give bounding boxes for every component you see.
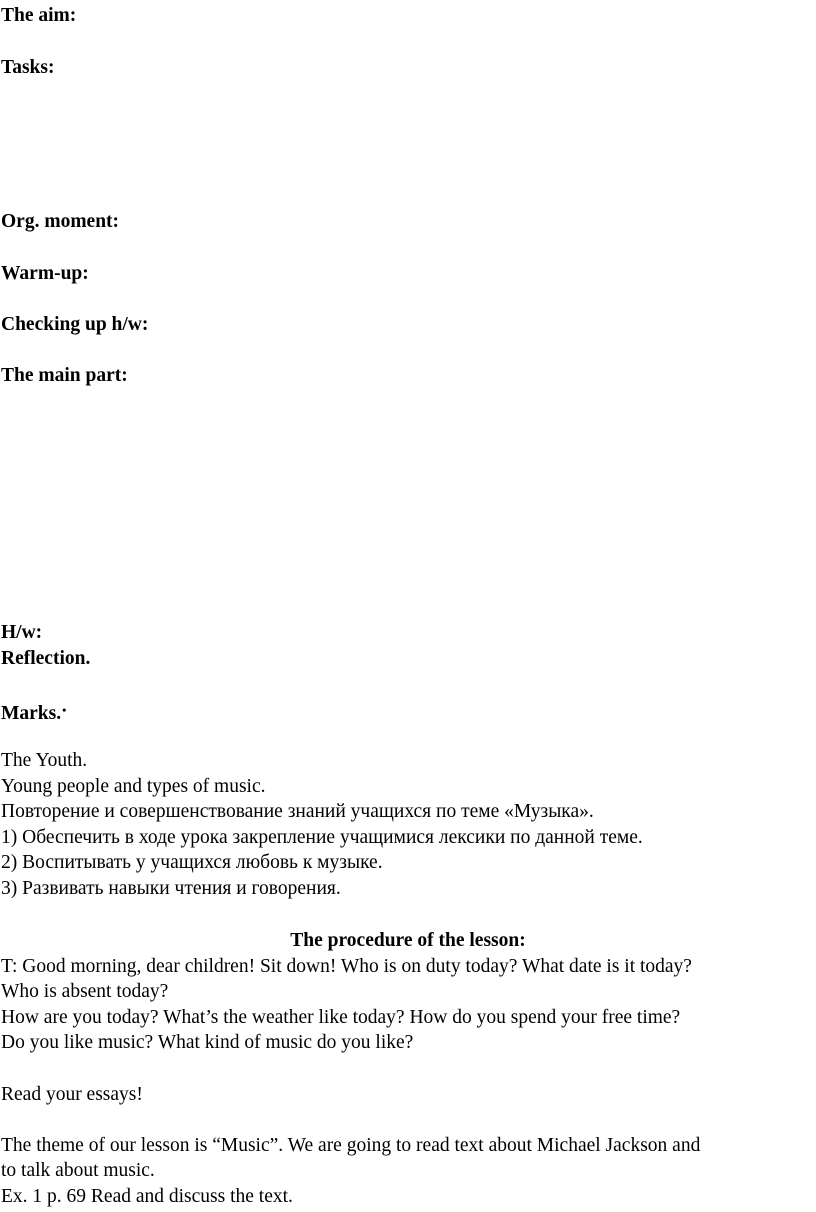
label-reflection: Reflection.	[1, 648, 91, 669]
greeting-line-1: T: Good morning, dear children! Sit down! Who is on duty today? What date is it today?	[1, 956, 692, 977]
task-item-1: 1) Обеспечить в ходе урока закрепление учащимися лексики по данной теме.	[1, 827, 643, 848]
warmup-line-2: Do you like music? What kind of music do you like?	[1, 1032, 414, 1053]
label-warm-up: Warm-up:	[1, 263, 89, 284]
label-aim: The aim:	[1, 5, 77, 26]
label-org-moment: Org. moment:	[1, 211, 120, 232]
bullet-icon: •	[62, 703, 67, 717]
label-tasks: Tasks:	[1, 57, 55, 78]
exercise-text: Ex. 1 p. 69 Read and discuss the text.	[1, 1186, 293, 1207]
task-item-2: 2) Воспитывать у учащихся любовь к музыке.	[1, 852, 383, 873]
marks-text: Marks.	[1, 703, 62, 724]
task-item-3: 3) Развивать навыки чтения и говорения.	[1, 878, 341, 899]
procedure-heading: The procedure of the lesson:	[290, 930, 526, 951]
label-main-part: The main part:	[1, 365, 128, 386]
aim-text: Повторение и совершенствование знаний учащихся по теме «Музыка».	[1, 801, 594, 822]
topic-text: The Youth.	[1, 750, 88, 771]
warmup-line-1: How are you today? What’s the weather like today? How do you spend your free time?	[1, 1007, 681, 1028]
label-marks	[1, 698, 66, 726]
subtopic-text: Young people and types of music.	[1, 776, 266, 797]
theme-line-2: to talk about music.	[1, 1160, 155, 1181]
label-checking-hw: Checking up h/w:	[1, 314, 149, 335]
theme-line-1: The theme of our lesson is “Music”. We are going to read text about Michael Jackson and	[1, 1135, 701, 1156]
greeting-line-2: Who is absent today?	[1, 981, 169, 1002]
label-hw: H/w:	[1, 622, 43, 643]
essays-text: Read your essays!	[1, 1084, 143, 1105]
